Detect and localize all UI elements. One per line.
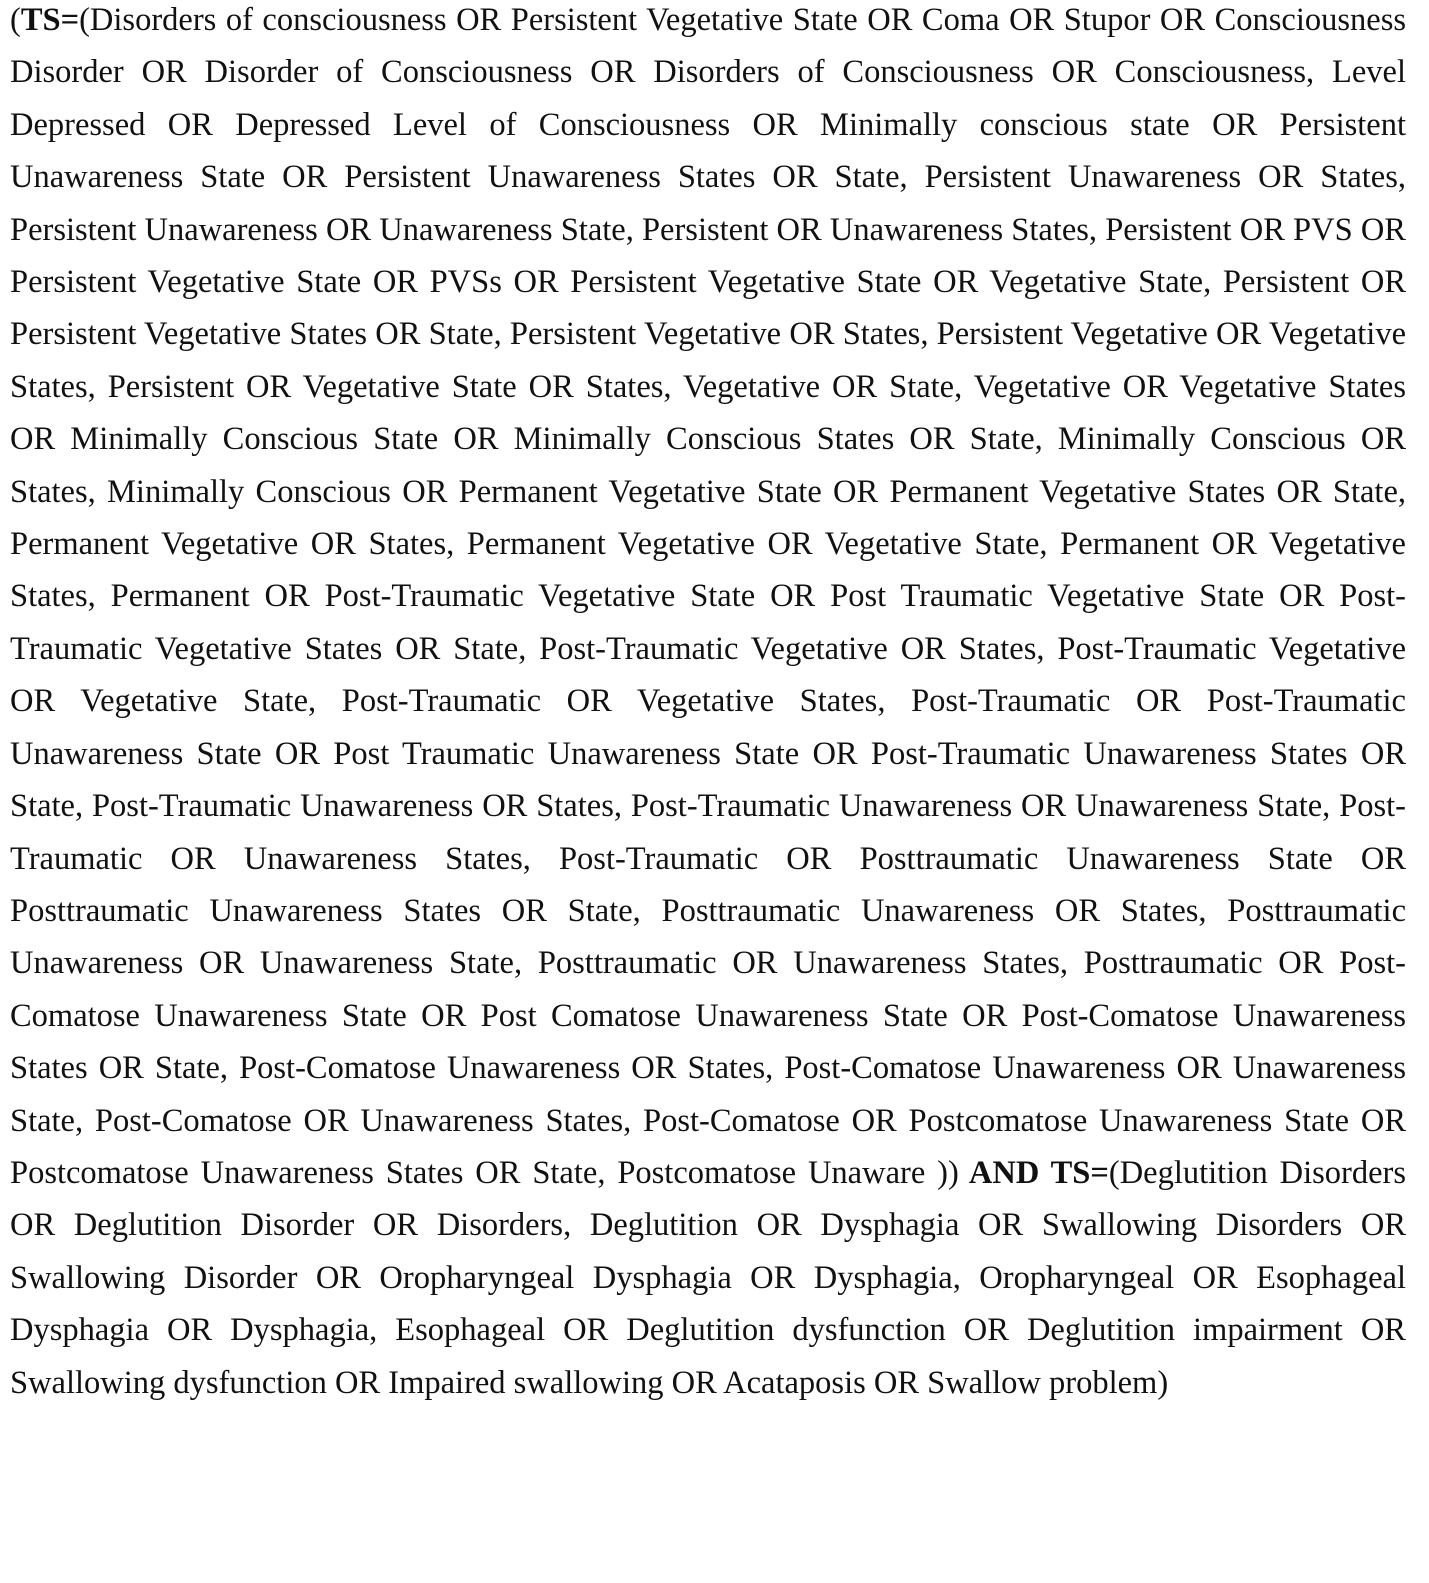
consciousness-terms: (Disorders of consciousness OR Persistent Vegetative State OR Coma OR Stupor OR Consciousness Disorder OR Disorder of Consciousness OR Disorders of Consciousness OR Consciousness, Level Depressed OR Depressed Level of Consciousness OR Minimally conscious state OR Persistent Unawareness State OR Persistent Unawareness States OR State, Persistent Unawareness OR States, Persistent Unawareness OR Unawareness State, Persistent OR Unawareness States, Persistent OR PVS OR Persistent Vegetative State OR PVSs OR Persistent Vegetative State OR Vegetative State, Persistent OR Persistent Vegetative States OR State, Persistent Vegetative OR States, Persistent Vegetative OR Vegetative States, Persistent OR Vegetative State OR States, Vegetative OR State, Vegetative OR Vegetative States OR Minimally Conscious State OR Minimally Conscious States OR State, Minimally Conscious OR States, Minimally Conscious OR Permanent Vegetative State OR Permanent Vegetative States OR State, Permanent Vegetative OR States, Permanent Vegetative OR Vegetative State, Permanent OR Vegetative States, Permanent OR Post-Traumatic Vegetative State OR Post Traumatic Vegetative State OR Post-Traumatic Vegetative States OR State, Post-Traumatic Vegetative OR States, Post-Traumatic Vegetative OR Vegetative State, Post-Traumatic OR Vegetative States, Post-Traumatic OR Post-Traumatic Unawareness State OR Post Traumatic Unawareness State OR Post-Traumatic Unawareness States OR State, Post-Traumatic Unawareness OR States, Post-Traumatic Unawareness OR Unawareness State, Post-Traumatic OR Unawareness States, Post-Traumatic OR Posttraumatic Unawareness State OR Posttraumatic Unawareness States OR State, Posttraumatic Unawareness OR States, Posttraumatic Unawareness OR Unawareness State, Posttraumatic OR Unawareness States, Posttraumatic OR Post-Comatose Unawareness State OR Post Comatose Unawareness State OR Post-Comatose Unawareness States OR State, Post-Comatose Unawareness OR States, Post-Comatose Unawareness OR Unawareness State, Post-Comatose OR Unawareness States, Post-Comatose OR Postcomatose Unawareness State OR Postcomatose Unawareness States OR State, Postcomatose Unaware )) bbox=[10, 2, 1406, 1191]
open-paren: ( bbox=[10, 2, 21, 38]
topic-field-tag-1: TS= bbox=[20, 2, 80, 38]
dysphagia-terms: (Deglutition Disorders OR Deglutition Disorder OR Disorders, Deglutition OR Dysphagia OR Swallowing Disorders OR Swallowing Disorder OR Oropharyngeal Dysphagia OR Dysphagia, Oropharyngeal OR Esophageal Dysphagia OR Dysphagia, Esophageal OR Deglutition dysfunction OR Deglutition impairment OR Swallowing dysfunction OR Impaired swallowing OR Acataposis OR Swallow problem) bbox=[10, 1154, 1406, 1401]
and-operator-topic-field-tag-2: AND TS= bbox=[958, 1154, 1109, 1191]
search-query-text bbox=[10, 0, 1406, 1409]
